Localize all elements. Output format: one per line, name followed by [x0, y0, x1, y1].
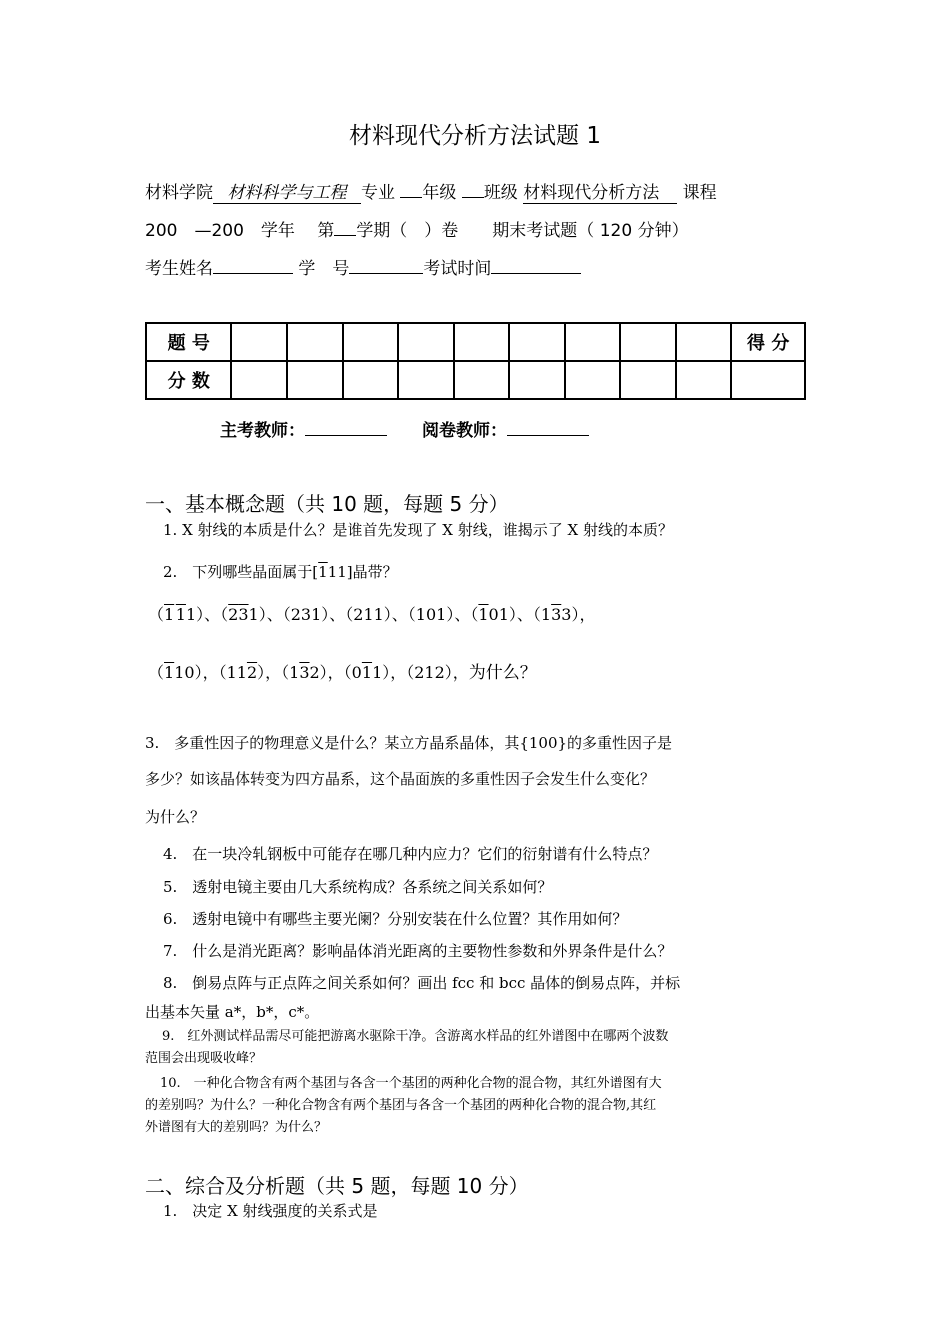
question-1-4: 4. 在一块冷轧钢板中可能存在哪几种内应力？它们的衍射谱有什么特点？	[163, 845, 658, 863]
score-cell	[676, 361, 732, 399]
question-1-2: 2. 下列哪些晶面属于[111]晶带？	[163, 563, 398, 581]
page-title: 材料现代分析方法试题 1	[349, 123, 601, 149]
score-row-points	[146, 361, 805, 399]
main-teacher-signature: 主考教师：	[220, 416, 387, 441]
zone-plane-list-1: （1 11）、（231）、（231）、（211）、（101）、（101）、（133），	[148, 605, 596, 624]
header-line-3	[145, 254, 581, 279]
section-2-heading: 二、综合及分析题（共 5 题，每题 10 分）	[145, 1174, 529, 1198]
grade-label: 年级	[422, 183, 457, 203]
id-field	[349, 273, 423, 274]
header-line-2	[145, 216, 689, 241]
score-cell	[509, 361, 565, 399]
score-cell	[231, 361, 287, 399]
review-teacher-signature: 阅卷教师：	[422, 416, 589, 441]
score-table	[145, 322, 806, 400]
score-cell	[287, 323, 343, 361]
score-cell	[287, 361, 343, 399]
question-1-8-line-1: 8. 倒易点阵与正点阵之间关系如何？画出 fcc 和 bcc 晶体的倒易点阵，并标	[163, 974, 681, 992]
question-1-3-line-2: 多少？如该晶体转变为四方晶系，这个晶面族的多重性因子会发生什么变化？	[145, 770, 656, 788]
time-label: 考试时间	[423, 259, 492, 279]
zone-plane-list-2: （110），（112），（132），（011），（212），为什么？	[148, 663, 537, 683]
score-cell	[454, 361, 510, 399]
term-field	[334, 235, 356, 236]
major-field: 材料科学与工程	[213, 183, 361, 204]
score-cell	[620, 361, 676, 399]
score-cell	[676, 323, 732, 361]
score-cell	[565, 323, 621, 361]
question-1-5: 5. 透射电镜主要由几大系统构成？各系统之间关系如何？	[163, 878, 553, 896]
score-cell	[231, 323, 287, 361]
question-1-9-line-2: 范围会出现吸收峰？	[145, 1051, 263, 1066]
question-2-1: 1. 决定 X 射线强度的关系式是	[163, 1202, 378, 1220]
grade-field	[400, 197, 422, 198]
score-cell	[343, 361, 399, 399]
college-label: 材料学院	[145, 183, 213, 203]
question-1-6: 6. 透射电镜中有哪些主要光阑？分别安装在什么位置？其作用如何？	[163, 910, 628, 928]
time-field	[491, 273, 581, 274]
question-1-9-line-1: 9. 红外测试样品需尽可能把游离水驱除干净。含游离水样品的红外谱图中在哪两个波数	[162, 1029, 669, 1044]
total-score-cell	[731, 361, 805, 399]
score-cell	[343, 323, 399, 361]
score-cell	[565, 361, 621, 399]
question-1-3-line-3: 为什么？	[145, 808, 206, 826]
total-score-label: 得 分	[731, 323, 805, 361]
section-1-heading: 一、基本概念题（共 10 题，每题 5 分）	[145, 492, 509, 516]
score-cell	[398, 323, 454, 361]
question-1-1: 1. X 射线的本质是什么？是谁首先发现了 X 射线，谁揭示了 X 射线的本质？	[163, 521, 673, 539]
score-cell	[509, 323, 565, 361]
class-field	[462, 197, 484, 198]
score-cell	[620, 323, 676, 361]
question-number-label: 题 号	[146, 323, 231, 361]
exam-info: 学期（ ）卷 期末考试题（ 120 分钟）	[356, 221, 689, 241]
major-label: 专业	[361, 183, 395, 203]
question-1-10-line-2: 的差别吗？为什么？一种化合物含有两个基团与各含一个基团的两种化合物的混合物,其红	[145, 1098, 657, 1113]
course-field: 材料现代分析方法	[523, 183, 677, 204]
question-1-10-line-1: 10. 一种化合物含有两个基团与各含一个基团的两种化合物的混合物，其红外谱图有大	[160, 1076, 662, 1091]
score-cell	[398, 361, 454, 399]
score-row-question-number	[146, 323, 805, 361]
question-1-10-line-3: 外谱图有大的差别吗？为什么？	[145, 1120, 328, 1135]
academic-year: 200 —200 学年 第	[145, 221, 335, 241]
header-line-1	[145, 178, 717, 204]
class-label: 班级	[483, 183, 518, 203]
course-label: 课程	[682, 183, 717, 203]
question-1-8-line-2: 出基本矢量 a*，b*，c*。	[145, 1003, 320, 1021]
question-1-7: 7. 什么是消光距离？影响晶体消光距离的主要物性参数和外界条件是什么？	[163, 942, 673, 960]
points-label: 分 数	[146, 361, 231, 399]
name-label: 考生姓名	[145, 259, 213, 279]
name-field	[213, 273, 293, 274]
question-1-3-line-1: 3. 多重性因子的物理意义是什么？某立方晶系晶体，其{100}的多重性因子是	[145, 734, 673, 752]
id-label: 学 号	[298, 259, 350, 279]
score-cell	[454, 323, 510, 361]
